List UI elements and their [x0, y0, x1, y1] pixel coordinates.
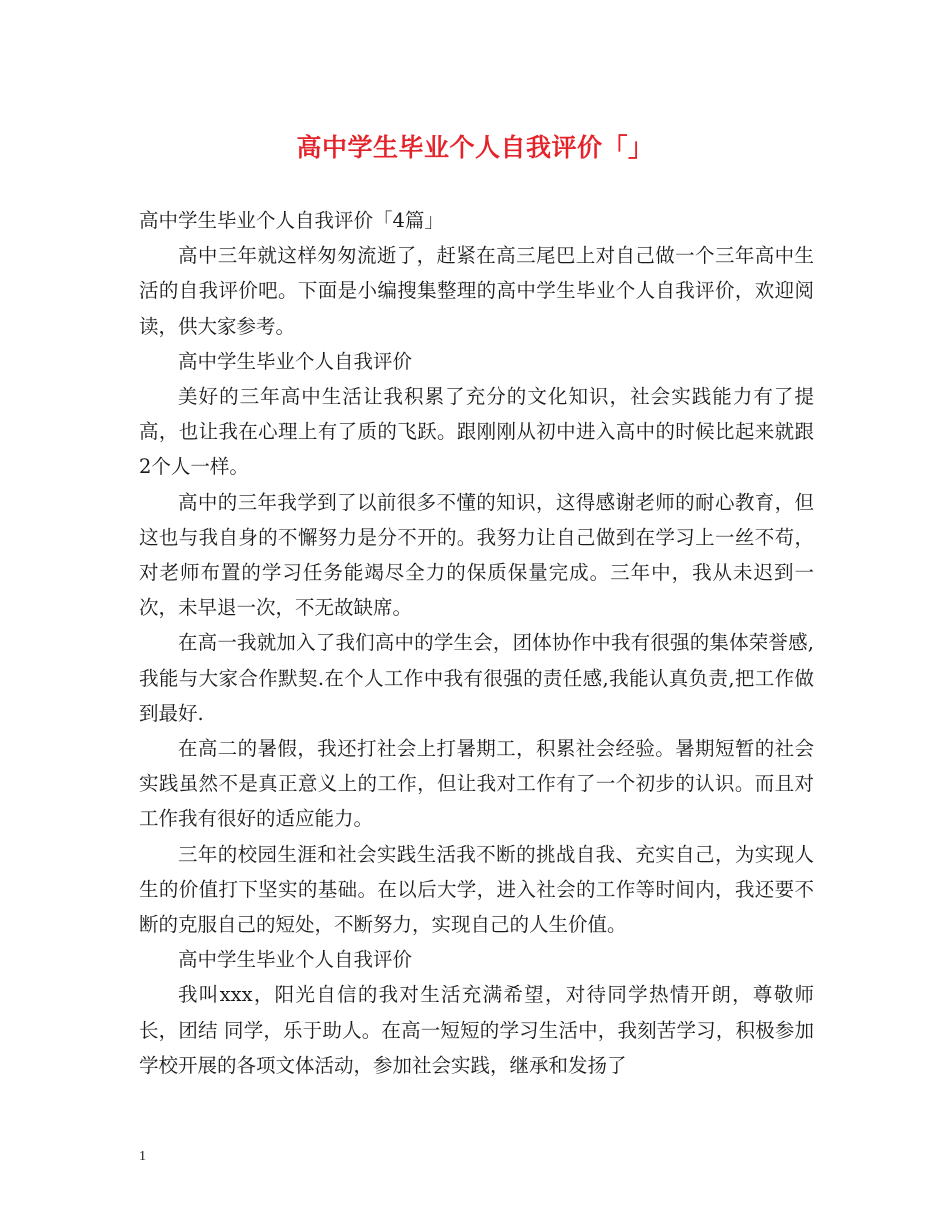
- paragraph: 美好的三年高中生活让我积累了充分的文化知识，社会实践能力有了提高，也让我在心理上有了质的飞跃。跟刚刚从初中进入高中的时候比起来就跟2个人一样。: [139, 385, 814, 479]
- paragraph: 高中的三年我学到了以前很多不懂的知识，这得感谢老师的耐心教育，但这也与我自身的不懈努力是分不开的。我努力让自己做到在学习上一丝不苟，对老师布置的学习任务能竭尽全力的保质保量完成。三年中，我从未迟到一次，未早退一次，不无故缺席。: [139, 490, 814, 620]
- section-heading: 高中学生毕业个人自我评价: [178, 948, 413, 972]
- paragraph-subtitle: 高中学生毕业个人自我评价「4篇」: [139, 209, 444, 232]
- paragraph: 三年的校园生涯和社会实践生活我不断的挑战自我、充实自己，为实现人生的价值打下坚实的基础。在以后大学，进入社会的工作等时间内，我还要不断的克服自己的短处，不断努力，实现自己的人生价值。: [139, 842, 814, 937]
- section-heading: 高中学生毕业个人自我评价: [178, 349, 413, 373]
- document-body: [139, 203, 814, 1083]
- paragraph-intro: 高中三年就这样匆匆流逝了，赶紧在高三尾巴上对自己做一个三年高中生活的自我评价吧。下面是小编搜集整理的高中学生毕业个人自我评价，欢迎阅读，供大家参考。: [139, 244, 814, 338]
- paragraph: 在高一我就加入了我们高中的学生会，团体协作中我有很强的集体荣誉感,我能与大家合作默契.在个人工作中我有很强的责任感,我能认真负责,把工作做到最好.: [139, 631, 814, 725]
- paragraph: 我叫xxx，阳光自信的我对生活充满希望，对待同学热情开朗，尊敬师长，团结 同学，乐于助人。在高一短短的学习生活中，我刻苦学习，积极参加学校开展的各项文体活动，参加社会实践，继承和发扬了: [139, 983, 814, 1077]
- page-number: 1: [139, 1149, 146, 1164]
- paragraph: 在高二的暑假，我还打社会上打暑期工，积累社会经验。暑期短暂的社会实践虽然不是真正意义上的工作，但让我对工作有了一个初步的认识。而且对工作我有很好的适应能力。: [139, 737, 814, 831]
- document-title: 高中学生毕业个人自我评价「」: [296, 133, 654, 162]
